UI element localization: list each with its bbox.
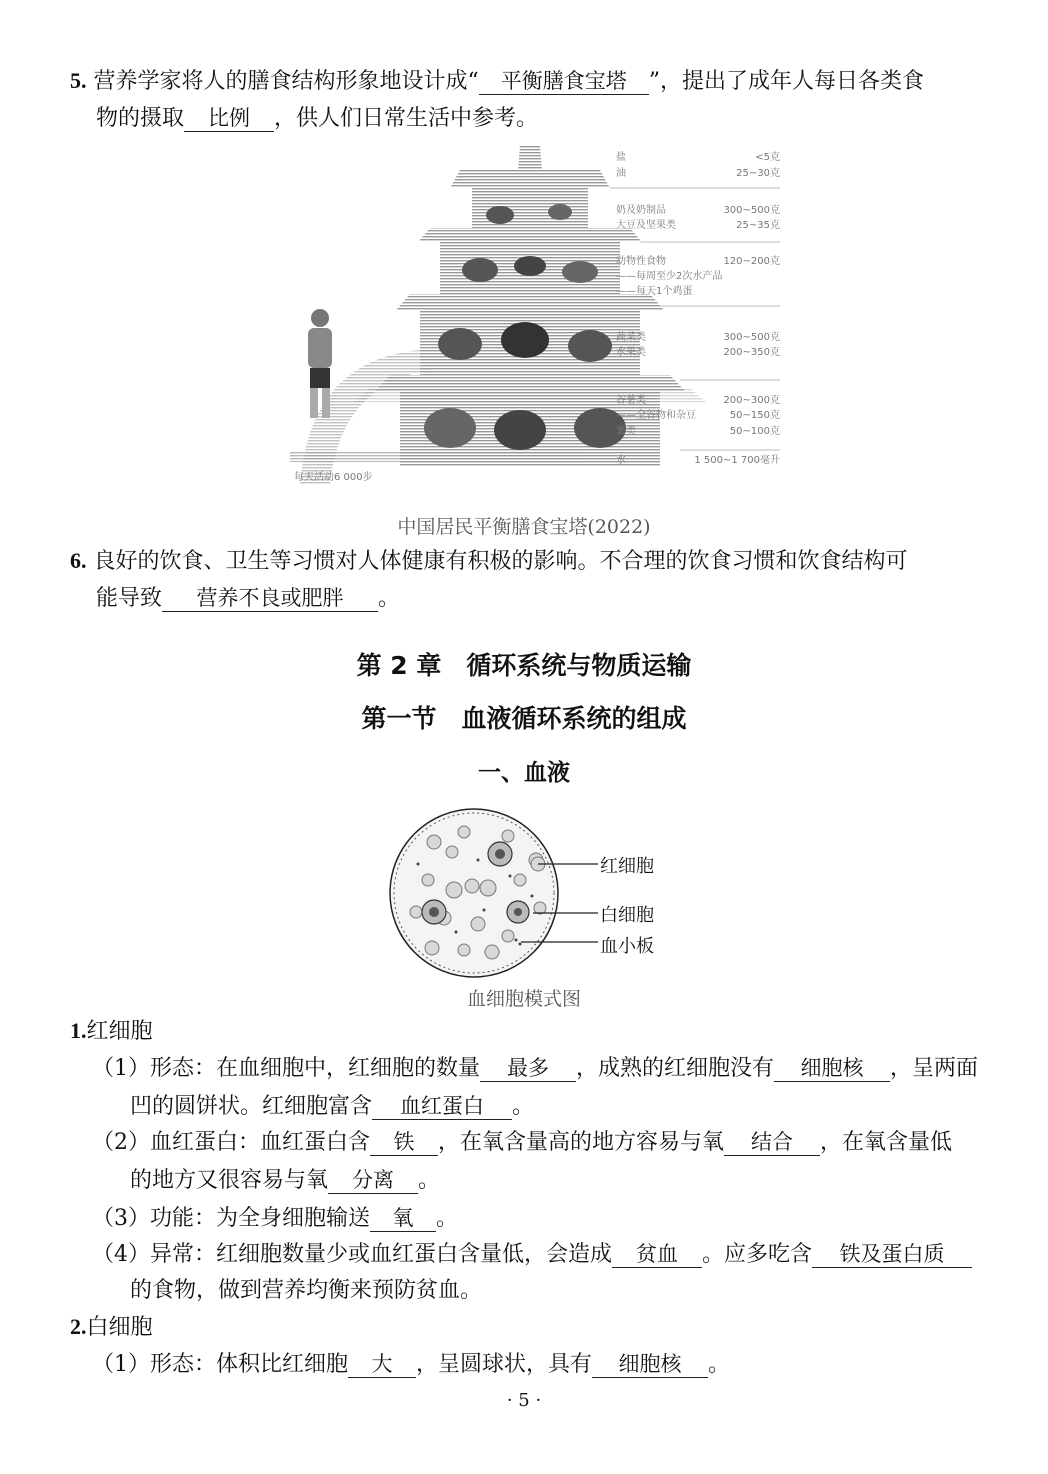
item2-title [70,1312,153,1343]
item1-p1-line1: （1）形态：在血细胞中，红细胞的数量 最多 ，成熟的红细胞没有 细胞核 ，呈两面 [92,1056,979,1081]
blank-nucleus: 细胞核 [774,1055,890,1082]
q5-text-b: ”，提出了成年人每日各类食 [648,69,924,94]
q5-number: 5. [70,68,87,93]
q6-text-b: 能导致 [96,586,163,611]
q6-line2 [96,584,400,614]
q6-text-a: 良好的饮食、卫生等习惯对人体健康有积极的影响。不合理的饮食习惯和饮食结构可 [93,549,908,574]
q5-text-d: ，供人们日常生活中参考。 [274,106,539,131]
page-number: · 5 · [506,1390,542,1411]
item1-p4-line1: （4）异常：红细胞数量少或血红蛋白含量低，会造成 贫血 。应多吃含 铁及蛋白质 [92,1240,972,1270]
pyramid-caption: 中国居民平衡膳食宝塔(2022) [397,516,651,538]
item1-p1-line2: 凹的圆饼状。红细胞富含 血红蛋白 。 [130,1094,535,1119]
q5-text-c: 物的摄取 [96,106,185,131]
item1-p4-line2: 的食物，做到营养均衡来预防贫血。 [130,1278,483,1303]
pyramid-row: 动物性食物 120~200克 [616,256,780,267]
pyramid-row: 水果类 200~350克 [616,347,780,358]
blank-hemoglobin: 血红蛋白 [372,1093,512,1120]
pyramid-row: 奶及奶制品 300~500克 [616,205,780,216]
pyramid-row: 谷薯类 200~300克 [616,395,780,406]
item1-number: 1. [70,1018,87,1043]
q6-blank: 营养不良或肥胖 [162,585,378,612]
chapter-title: 第 2 章 循环系统与物质运输 [356,651,692,680]
q6-line1 [70,546,908,577]
pyramid-row: 盐 <5克 [616,152,780,163]
blank-iron: 铁 [370,1129,438,1156]
q5-line2 [96,104,538,134]
q6-text-c: 。 [378,586,401,611]
pyramid-row: ——全谷物和杂豆 50~150克 [616,410,780,421]
blood-diagram-caption: 血细胞模式图 [466,988,581,1010]
section-title: 第一节 血液循环系统的组成 [361,704,687,733]
label-red-blood-cell: 红细胞 [600,856,654,877]
pyramid-row: 薯类 50~100克 [616,426,780,437]
item1-p2-line1: （2）血红蛋白：血红蛋白含 铁 ，在氧含量高的地方容易与氧 结合 ，在氧含量低 [92,1130,953,1155]
label-white-blood-cell: 白细胞 [600,905,654,926]
blank-nucleus-2: 细胞核 [592,1351,708,1378]
food-pyramid-illustration [280,140,800,500]
blood-cell-diagram [388,800,598,990]
pyramid-row: 油 25~30克 [616,168,780,179]
activity-label: 每天活动6 000步 [294,472,373,483]
pyramid-row: ——每周至少2次水产品 [616,271,723,282]
q5-blank-1: 平衡膳食宝塔 [479,68,649,95]
item1-title-text: 红细胞 [86,1019,153,1044]
blank-oxygen: 氧 [370,1205,436,1232]
blank-larger: 大 [348,1351,416,1378]
pyramid-row: ——每天1个鸡蛋 [616,286,693,297]
blank-combine: 结合 [724,1129,820,1156]
runner-figure [308,309,332,418]
label-platelet: 血小板 [600,936,654,957]
pyramid-row: 蔬菜类 300~500克 [616,332,780,343]
item2-title-text: 白细胞 [86,1315,153,1340]
blank-separate: 分离 [328,1167,418,1194]
item2-number: 2. [70,1314,87,1339]
blank-anemia: 贫血 [612,1241,702,1268]
blank-most: 最多 [480,1055,576,1082]
blank-iron-protein: 铁及蛋白质 [812,1241,972,1268]
item1-title [70,1016,153,1047]
item1-p3: （3）功能：为全身细胞输送 氧 。 [92,1206,459,1231]
item1-p2-line2: 的地方又很容易与氧 分离 。 [130,1168,441,1193]
subsection-title: 一、血液 [478,760,570,786]
q5-line1 [70,66,924,97]
pyramid-row: 大豆及坚果类 25~35克 [616,220,780,231]
q5-blank-2: 比例 [184,105,274,132]
pyramid-row: 水 1 500~1 700毫升 [616,455,780,466]
q5-text-a: 营养学家将人的膳食结构形象地设计成“ [93,69,479,94]
item2-p1: （1）形态：体积比红细胞 大 ，呈圆球状，具有 细胞核 。 [92,1352,731,1377]
q6-number: 6. [70,548,87,573]
